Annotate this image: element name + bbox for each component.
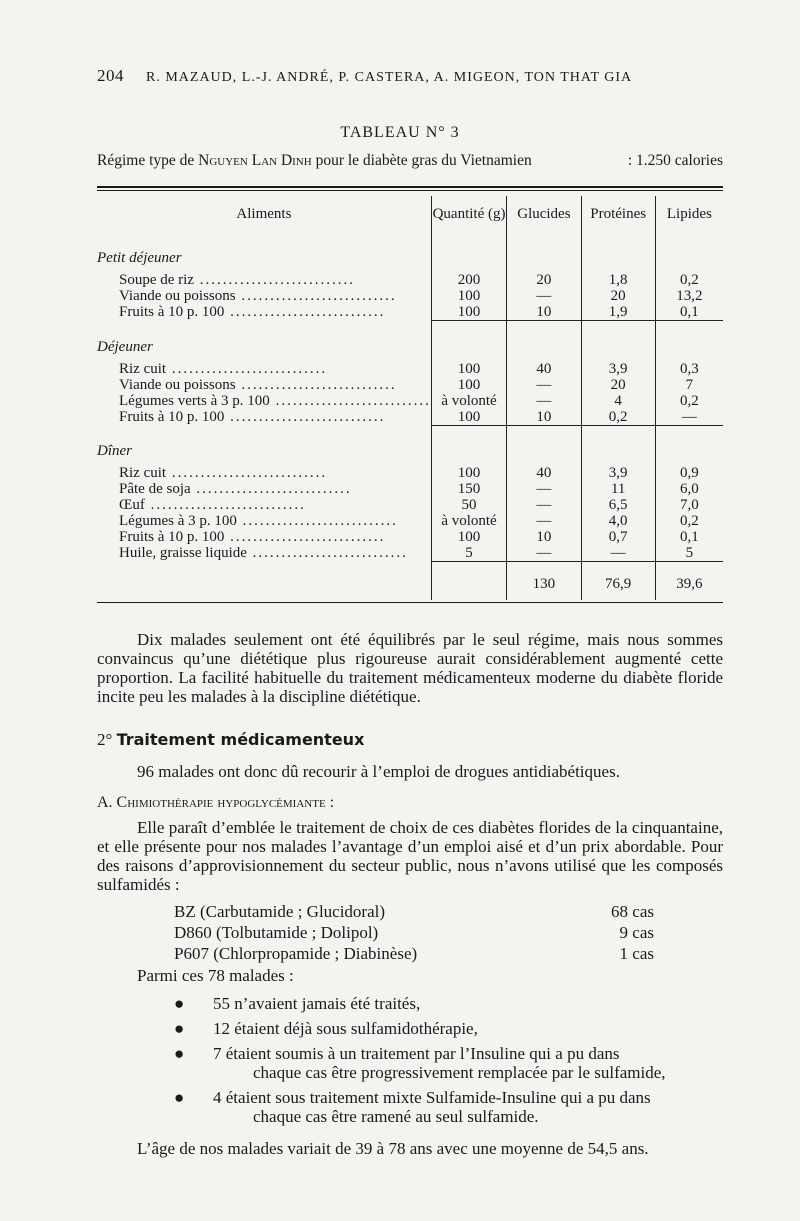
value-cell: — (507, 288, 581, 304)
value-cell: 200 (431, 272, 506, 288)
table-header-row (97, 196, 723, 232)
value-cell: 7 (655, 377, 723, 393)
drug-row (174, 901, 654, 922)
food-name: Pâte de soja (119, 481, 191, 497)
leader-dots: ........................... (235, 288, 397, 304)
value-cell: 1,9 (581, 304, 655, 321)
value-cell: 20 (581, 377, 655, 393)
value-cell: 40 (507, 465, 581, 481)
totals-separator (97, 562, 723, 577)
table-row (97, 481, 723, 497)
bullet-icon: ● (174, 1088, 185, 1107)
food-cell (97, 529, 431, 545)
value-cell: 100 (431, 377, 506, 393)
food-name: Fruits à 10 p. 100 (119, 304, 225, 321)
bullet-list (97, 994, 723, 1132)
value-cell: — (507, 393, 581, 409)
food-cell (97, 409, 431, 426)
food-cell (97, 393, 431, 409)
value-cell: 0,2 (655, 272, 723, 288)
value-cell: 0,2 (655, 393, 723, 409)
value-cell: 13,2 (655, 288, 723, 304)
value-cell: 5 (655, 545, 723, 562)
value-cell: à volonté (431, 513, 506, 529)
food-name: Huile, graisse liquide (119, 545, 247, 562)
value-cell: 10 (507, 529, 581, 545)
subtitle-post: pour le diabète gras du Vietnamien (311, 152, 532, 169)
meal-name: Petit déjeuner (97, 250, 182, 266)
col-header: Glucides (507, 196, 581, 232)
table-row (97, 513, 723, 529)
patients-intro: Parmi ces 78 malades : (137, 966, 294, 985)
value-cell: 20 (581, 288, 655, 304)
bullet-icon: ● (174, 1019, 185, 1038)
paragraph-2: 96 malades ont donc dû recourir à l’emploi de drogues antidiabétiques. (137, 762, 620, 781)
value-cell: 100 (431, 409, 506, 426)
total-value: 76,9 (581, 576, 655, 600)
value-cell: — (507, 497, 581, 513)
food-name: Soupe de riz (119, 272, 194, 288)
food-name: Fruits à 10 p. 100 (119, 529, 225, 545)
col-header: Aliments (236, 206, 292, 222)
value-cell: 7,0 (655, 497, 723, 513)
table-title: TABLEAU N° 3 (340, 124, 460, 141)
food-cell (97, 377, 431, 393)
bullet-text: 55 n’avaient jamais été traités, (213, 994, 421, 1013)
value-cell: 5 (431, 545, 506, 562)
final-sentence: L’âge de nos malades variait de 39 à 78 ans avec une moyenne de 54,5 ans. (137, 1139, 649, 1158)
value-cell: 0,1 (655, 304, 723, 321)
food-cell (97, 481, 431, 497)
leader-dots: ........................... (193, 272, 355, 288)
table-row (97, 497, 723, 513)
list-item (97, 994, 723, 1013)
food-name: Légumes à 3 p. 100 (119, 513, 237, 529)
total-value: 39,6 (655, 576, 723, 600)
food-cell (97, 361, 431, 377)
value-cell: 0,2 (581, 409, 655, 426)
value-cell: 100 (431, 304, 506, 321)
drug-row (174, 922, 654, 943)
bullet-text: 4 étaient sous traitement mixte Sulfamide-Insuline qui a pu dans (213, 1088, 651, 1107)
drug-row (174, 943, 654, 964)
paragraph-3: Elle paraît d’emblée le traitement de choix de ces diabètes florides de la cinquantaine, et elle présente pour nos malades l’avantage d’un emploi aisé et d’un prix abordable. Pour des raisons d’approvisionnement du secteur public, nous n’avons utilisé que les composés sulfamidés : (97, 818, 723, 894)
bullet-icon: ● (174, 994, 185, 1013)
table-row (97, 304, 723, 321)
table-row (97, 393, 723, 409)
list-item (97, 1044, 723, 1082)
leader-dots: ........................... (224, 408, 386, 425)
leader-dots: ........................... (190, 481, 352, 497)
value-cell: 11 (581, 481, 655, 497)
leader-dots: ........................... (224, 529, 386, 545)
paragraph-1: Dix malades seulement ont été équilibrés par le seul régime, mais nous sommes convaincus qu’une diététique plus rigoureuse aurait considérablement augmenté cette proportion. La facilité habituelle du traitement médicamenteux moderne du diabète floride incite peu les malades à la discipline diététique. (97, 630, 723, 706)
section-number: 2° (97, 730, 113, 749)
value-cell: 0,7 (581, 529, 655, 545)
table-row (97, 545, 723, 562)
table-row (97, 409, 723, 426)
table-bottom-rule (97, 602, 723, 603)
subtitle-calories: : 1.250 calories (627, 152, 723, 169)
running-head (97, 66, 697, 86)
value-cell: 100 (431, 361, 506, 377)
col-header: Quantité (g) (431, 196, 506, 232)
table-top-rule-2 (97, 190, 723, 191)
table-row (97, 529, 723, 545)
value-cell: — (581, 545, 655, 562)
bullet-text-cont: chaque cas être ramené au seul sulfamide. (253, 1107, 539, 1126)
value-cell: 6,5 (581, 497, 655, 513)
leader-dots: ........................... (235, 376, 397, 393)
bullet-icon: ● (174, 1044, 185, 1063)
value-cell: 150 (431, 481, 506, 497)
meal-name: Déjeuner (97, 338, 153, 355)
food-cell (97, 545, 431, 562)
value-cell: 50 (431, 497, 506, 513)
subtitle-author: Nguyen Lan Dinh (198, 152, 312, 169)
meal-row (97, 321, 723, 361)
value-cell: 6,0 (655, 481, 723, 497)
table-subtitle (97, 152, 723, 170)
value-cell: 100 (431, 288, 506, 304)
drug-list (174, 901, 654, 964)
list-item (97, 1019, 723, 1038)
value-cell: 1,8 (581, 272, 655, 288)
value-cell: 40 (507, 361, 581, 377)
value-cell: 10 (507, 409, 581, 426)
value-cell: — (655, 409, 723, 426)
value-cell: — (507, 377, 581, 393)
leader-dots: ........................... (144, 497, 306, 513)
value-cell: — (507, 545, 581, 562)
meal-name: Dîner (97, 443, 132, 459)
table-row (97, 272, 723, 288)
food-name: Fruits à 10 p. 100 (119, 408, 225, 425)
food-name: Œuf (119, 497, 145, 513)
value-cell: 20 (507, 272, 581, 288)
value-cell: — (507, 513, 581, 529)
leader-dots: ........................... (269, 392, 431, 409)
value-cell: 4 (581, 393, 655, 409)
food-cell (97, 304, 431, 321)
subtitle-pre: Régime type de (97, 152, 199, 169)
drug-name: BZ (Carbutamide ; Glucidoral) (174, 902, 386, 921)
drug-name: D860 (Tolbutamide ; Dolipol) (174, 923, 379, 942)
bullet-text: 7 étaient soumis à un traitement par l’Insuline qui a pu dans (213, 1044, 620, 1063)
authors: R. MAZAUD, L.-J. ANDRÉ, P. CASTERA, A. MIGEON, TON THAT GIA (146, 70, 633, 85)
value-cell: — (507, 481, 581, 497)
value-cell: 10 (507, 304, 581, 321)
value-cell: 3,9 (581, 465, 655, 481)
food-cell (97, 272, 431, 288)
value-cell: 0,2 (655, 513, 723, 529)
bullet-text: 12 étaient déjà sous sulfamidothérapie, (213, 1019, 478, 1038)
food-name: Légumes verts à 3 p. 100 (119, 392, 270, 409)
totals-row (97, 576, 723, 600)
section-title: Traitement médicamenteux (116, 730, 365, 749)
drug-count: 68 cas (611, 902, 654, 921)
section-heading (97, 730, 364, 750)
leader-dots: ........................... (166, 465, 328, 481)
value-cell: 4,0 (581, 513, 655, 529)
drug-count: 1 cas (619, 944, 654, 963)
leader-dots: ........................... (166, 360, 328, 377)
total-value: 130 (507, 576, 581, 600)
food-name: Riz cuit (119, 360, 167, 377)
table-row (97, 361, 723, 377)
table-top-rule (97, 186, 723, 188)
col-header: Lipides (655, 196, 723, 232)
value-cell: à volonté (431, 393, 506, 409)
table-row (97, 288, 723, 304)
value-cell: 0,1 (655, 529, 723, 545)
diet-table (97, 196, 723, 600)
leader-dots: ........................... (246, 545, 408, 562)
food-cell (97, 465, 431, 481)
table-row (97, 465, 723, 481)
subsection-heading: A. Chimiothérapie hypoglycémiante : (97, 794, 335, 811)
leader-dots: ........................... (224, 304, 386, 321)
drug-count: 9 cas (619, 923, 654, 942)
value-cell: 100 (431, 529, 506, 545)
food-cell (97, 497, 431, 513)
food-name: Viande ou poissons (119, 376, 236, 393)
food-name: Riz cuit (119, 465, 167, 481)
value-cell: 0,9 (655, 465, 723, 481)
food-cell (97, 513, 431, 529)
leader-dots: ........................... (236, 513, 398, 529)
drug-name: P607 (Chlorpropamide ; Diabinèse) (174, 944, 418, 963)
col-header: Protéines (581, 196, 655, 232)
value-cell: 100 (431, 465, 506, 481)
value-cell: 0,3 (655, 361, 723, 377)
meal-row (97, 425, 723, 465)
food-cell (97, 288, 431, 304)
food-name: Viande ou poissons (119, 288, 236, 304)
meal-row (97, 232, 723, 272)
page-number: 204 (97, 66, 124, 85)
table-row (97, 377, 723, 393)
bullet-text-cont: chaque cas être progressivement remplacée par le sulfamide, (253, 1063, 666, 1082)
list-item (97, 1088, 723, 1126)
table-body (97, 232, 723, 600)
value-cell: 3,9 (581, 361, 655, 377)
